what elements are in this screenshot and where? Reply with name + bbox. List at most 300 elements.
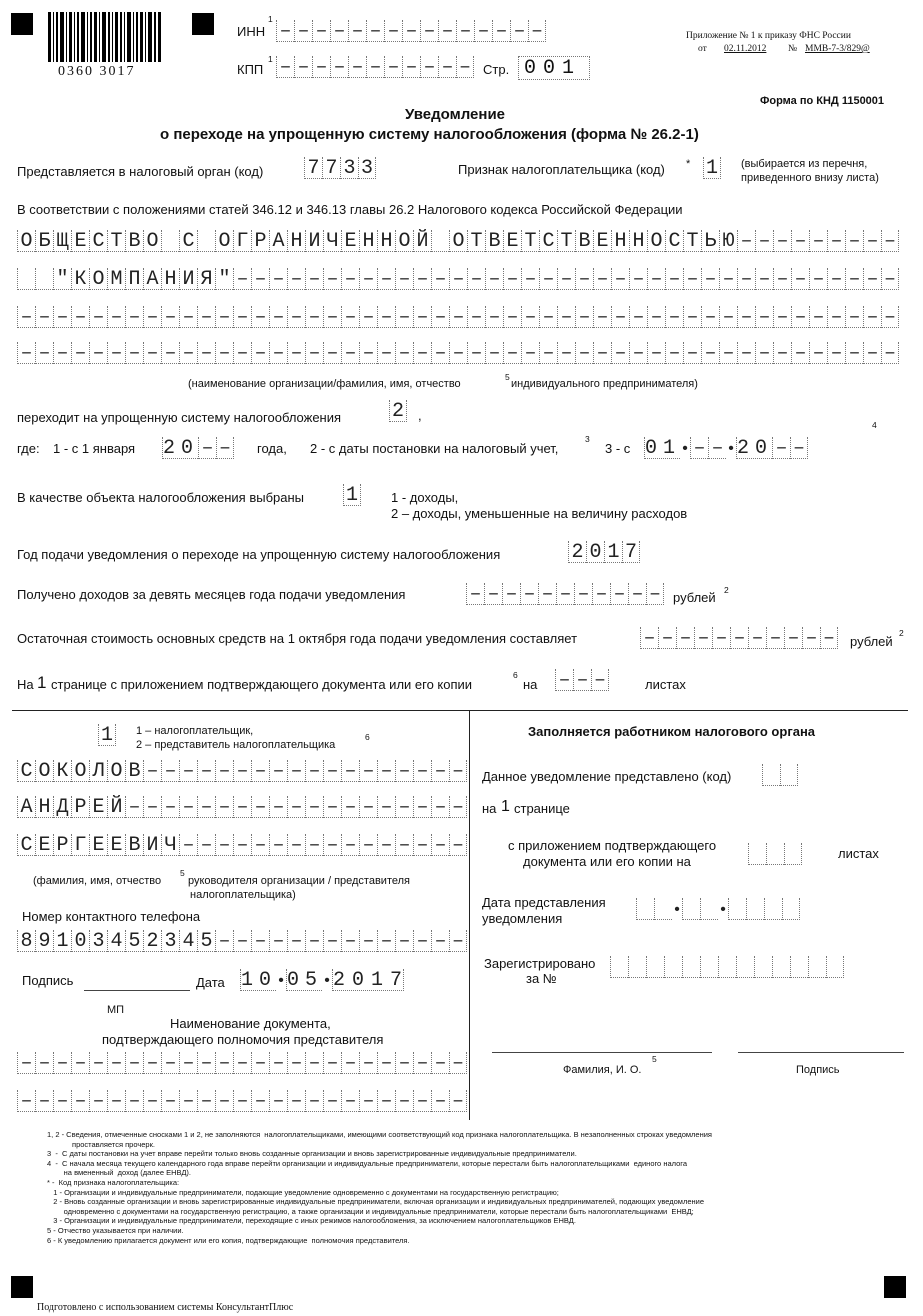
field-cell-dash <box>233 1090 251 1112</box>
residual-unit: рублей <box>850 634 893 649</box>
horizontal-divider <box>12 710 908 711</box>
inspector-on: на <box>482 801 497 816</box>
field-cell-dash <box>449 1052 467 1074</box>
field-cell-dash <box>647 306 665 328</box>
inspector-date-1: Дата представления <box>482 895 606 910</box>
field-char: 4 <box>179 930 197 952</box>
field-cell-dash <box>431 834 449 856</box>
signer-caption-sup: 5 <box>180 868 185 878</box>
field-char: 4 <box>107 930 125 952</box>
inspector-title: Заполняется работником налогового органа <box>528 724 816 739</box>
field-cell-dash <box>359 306 377 328</box>
inspector-attach-2: документа или его копии на <box>523 854 691 869</box>
field-cell-dash <box>53 342 71 364</box>
field-cell-dash <box>215 1052 233 1074</box>
field-cell-dash <box>557 342 575 364</box>
field-cell-empty <box>17 268 35 290</box>
field-cell-dash <box>503 342 521 364</box>
field-char: Ч <box>161 834 179 856</box>
field-cell-dash <box>773 342 791 364</box>
signer-first-name-field[interactable] <box>17 796 467 818</box>
pages-sup: 6 <box>513 670 518 680</box>
inspector-reg-number-field[interactable] <box>610 956 844 978</box>
field-cell-dash <box>431 342 449 364</box>
residual-unit-sup: 2 <box>899 628 904 638</box>
field-cell-dash <box>413 268 431 290</box>
income-unit: рублей <box>673 590 716 605</box>
field-cell-dash <box>89 1052 107 1074</box>
transition-opt3: 3 - с <box>605 441 631 456</box>
pages-on2: на <box>523 677 538 692</box>
field-cell-dash <box>413 1090 431 1112</box>
field-cell-dash <box>395 760 413 782</box>
field-cell-dash <box>107 306 125 328</box>
field-cell-dash <box>107 1052 125 1074</box>
tax-object-value: 1 <box>343 484 361 506</box>
field-cell-dash <box>251 834 269 856</box>
field-char: С <box>665 230 683 252</box>
field-cell-dash <box>611 306 629 328</box>
income-field[interactable] <box>466 583 664 605</box>
appendix-line: Приложение № 1 к приказу ФНС России <box>686 31 851 41</box>
field-cell-dash <box>629 268 647 290</box>
footnote-line: 3 - Организации и индивидуальные предприниматели, переходящие с иных режимов налогообложения, за исключением налогоплательщиков ЕНВД. <box>47 1216 576 1226</box>
field-char: Д <box>53 796 71 818</box>
field-char: 9 <box>35 930 53 952</box>
field-cell-dash <box>791 268 809 290</box>
field-cell-dash <box>305 268 323 290</box>
field-cell-dash <box>179 1052 197 1074</box>
field-cell-dash <box>251 930 269 952</box>
field-cell-dash <box>863 230 881 252</box>
field-cell-dash <box>413 930 431 952</box>
field-cell-dash <box>845 268 863 290</box>
field-char: Б <box>35 230 53 252</box>
field-cell-dash <box>395 1052 413 1074</box>
field-cell-dash <box>251 1090 269 1112</box>
field-cell-dash <box>647 342 665 364</box>
field-cell-dash <box>863 268 881 290</box>
field-cell-dash <box>341 268 359 290</box>
field-char: 5 <box>197 930 215 952</box>
field-cell-dash <box>323 930 341 952</box>
field-cell-dash <box>449 930 467 952</box>
footnote-mark-1: 1 <box>268 14 273 24</box>
field-cell-dash <box>521 268 539 290</box>
field-cell-dash <box>107 1090 125 1112</box>
barcode-number: 0360 3017 <box>58 64 136 79</box>
field-cell-dash <box>593 306 611 328</box>
field-cell-dash <box>449 834 467 856</box>
field-cell-dash <box>701 342 719 364</box>
inspector-sheets-field[interactable] <box>748 843 802 865</box>
field-char: Е <box>71 230 89 252</box>
field-cell-dash <box>71 1090 89 1112</box>
field-char: К <box>71 268 89 290</box>
inspector-reg-2: за № <box>526 971 557 986</box>
field-cell-dash <box>269 306 287 328</box>
field-cell-dash <box>305 342 323 364</box>
transition-year-prefix: 20 <box>163 437 200 460</box>
inspector-reg-1: Зарегистрировано <box>484 956 596 971</box>
field-cell-dash <box>431 930 449 952</box>
field-cell-dash <box>125 306 143 328</box>
field-char: Н <box>629 230 647 252</box>
footnote-line: 1 - Организации и индивидуальные предприниматели, подающие уведомление одновременно с документами на государственную регистрацию; <box>47 1187 559 1197</box>
field-cell-dash <box>413 306 431 328</box>
footnote-line: 5 - Отчество указывается при наличии. <box>47 1225 184 1235</box>
field-char: Р <box>53 834 71 856</box>
field-cell-dash <box>233 342 251 364</box>
field-cell-dash <box>395 834 413 856</box>
field-cell-dash <box>449 1090 467 1112</box>
field-char: 7 <box>322 157 340 179</box>
income-label: Получено доходов за девять месяцев года подачи уведомления <box>17 587 406 602</box>
inn-field[interactable] <box>276 20 546 42</box>
field-cell-dash <box>179 1090 197 1112</box>
transition-where: где: <box>17 441 40 456</box>
field-cell-dash <box>251 1052 269 1074</box>
field-cell-dash <box>287 1090 305 1112</box>
pages-on: На <box>17 677 34 692</box>
submit-year-field[interactable] <box>568 541 640 563</box>
tax-object-opt2: 2 – доходы, уменьшенные на величину расходов <box>391 506 688 521</box>
field-cell-dash <box>719 268 737 290</box>
field-char: Т <box>467 230 485 252</box>
footnote-line: 2 - Вновь созданные организации и вновь зарегистрированные индивидуальные предприниматели, включая организации и индивидуальных предпринимателей, подающих уведомление <box>47 1197 704 1207</box>
signature-line[interactable] <box>84 990 190 991</box>
field-cell-dash <box>377 796 395 818</box>
transition-opt2: 2 - с даты постановки на налоговый учет, <box>310 441 559 456</box>
transition-type-value: 2 <box>389 400 407 422</box>
tax-object-field[interactable] <box>343 484 361 506</box>
phone-label: Номер контактного телефона <box>22 909 201 924</box>
transition-year-field[interactable] <box>162 437 234 459</box>
pages-sheets: листах <box>645 677 686 692</box>
field-cell-dash <box>629 306 647 328</box>
field-cell-dash <box>215 1090 233 1112</box>
field-cell-dash <box>215 834 233 856</box>
field-cell-dash <box>485 342 503 364</box>
org-name-row-3[interactable] <box>17 306 899 328</box>
field-cell-dash <box>323 1052 341 1074</box>
field-cell-dash <box>503 268 521 290</box>
field-cell-dash <box>341 834 359 856</box>
field-cell-dash <box>179 760 197 782</box>
field-cell-dash <box>539 268 557 290</box>
field-cell-dash <box>269 760 287 782</box>
field-cell-dash <box>449 796 467 818</box>
field-cell-dash <box>701 306 719 328</box>
field-cell-dash <box>125 1090 143 1112</box>
field-cell-dash <box>629 342 647 364</box>
phone-field[interactable] <box>17 930 467 952</box>
field-cell-dash <box>269 796 287 818</box>
field-char: Т <box>557 230 575 252</box>
field-cell-dash <box>341 796 359 818</box>
field-cell-dash <box>683 342 701 364</box>
field-char: Н <box>359 230 377 252</box>
field-cell-dash <box>143 1090 161 1112</box>
field-cell-dash <box>773 268 791 290</box>
field-cell-dash <box>881 268 899 290</box>
inspector-attach-1: с приложением подтверждающего <box>508 838 717 853</box>
field-char: С <box>89 230 107 252</box>
submit-year-label: Год подачи уведомления о переходе на упрощенную систему налогообложения <box>17 547 501 562</box>
field-cell-dash <box>665 306 683 328</box>
field-cell-dash <box>341 306 359 328</box>
field-cell-dash <box>791 230 809 252</box>
appendix-no: № <box>788 44 798 54</box>
field-cell-dash <box>755 268 773 290</box>
residual-field[interactable] <box>640 627 838 649</box>
taxpayer-sign-field[interactable] <box>703 157 721 179</box>
inspector-date-field[interactable] <box>636 898 800 920</box>
footnote-line: 1, 2 - Сведения, отмеченные сносками 1 и 2, не заполняются налогоплательщиками, имеющими соответствующий код признака налогоплательщика. В незаполненных строках уведомления <box>47 1130 712 1139</box>
field-cell-dash <box>215 796 233 818</box>
field-cell-dash <box>287 834 305 856</box>
field-cell-dash <box>845 342 863 364</box>
field-char: О <box>89 268 107 290</box>
field-cell-dash <box>431 760 449 782</box>
field-cell-dash <box>845 230 863 252</box>
field-cell-dash <box>233 760 251 782</box>
sign-date-month: 05 <box>287 969 324 992</box>
transition-comma: , <box>418 408 422 423</box>
field-cell-dash <box>35 1090 53 1112</box>
field-char: Р <box>71 796 89 818</box>
field-cell-dash <box>269 834 287 856</box>
doc-label-1: Наименование документа, <box>170 1016 331 1031</box>
field-cell-dash <box>557 268 575 290</box>
signer-last-name-field[interactable] <box>17 760 467 782</box>
taxpayer-sign-value: 1 <box>703 157 721 179</box>
field-cell-dash <box>161 1090 179 1112</box>
field-cell-dash <box>809 306 827 328</box>
page-number-field[interactable] <box>518 56 590 80</box>
signer-type-field[interactable] <box>98 724 116 746</box>
field-cell-dash <box>359 1052 377 1074</box>
inspector-date-2: уведомления <box>482 911 563 926</box>
field-char: Е <box>89 796 107 818</box>
field-cell-dash <box>305 1052 323 1074</box>
field-cell-dash <box>395 1090 413 1112</box>
footnote-mark-1b: 1 <box>268 54 273 64</box>
field-cell-dash <box>575 268 593 290</box>
field-char: С <box>17 834 35 856</box>
field-char: О <box>71 760 89 782</box>
field-cell-dash <box>35 306 53 328</box>
field-char: А <box>17 796 35 818</box>
field-cell-dash <box>359 796 377 818</box>
transition-date-field[interactable] <box>644 437 808 459</box>
field-char: Н <box>161 268 179 290</box>
field-char: С <box>17 760 35 782</box>
field-cell-dash <box>179 796 197 818</box>
field-cell-dash <box>449 306 467 328</box>
field-cell-dash <box>431 268 449 290</box>
doc-name-row-2[interactable] <box>17 1090 467 1112</box>
field-cell-dash <box>377 342 395 364</box>
field-cell-dash <box>143 1052 161 1074</box>
transition-type-field[interactable] <box>389 400 407 422</box>
field-cell-dash <box>503 306 521 328</box>
field-cell-dash <box>449 760 467 782</box>
field-char: 0 <box>586 541 604 563</box>
inspector-code-field[interactable] <box>762 764 798 786</box>
field-cell-dash <box>827 230 845 252</box>
inspector-sign-line[interactable] <box>738 1052 904 1053</box>
field-cell-dash <box>197 1090 215 1112</box>
field-char: Е <box>593 230 611 252</box>
signer-middle-name-field[interactable] <box>17 834 467 856</box>
form-title: Уведомление <box>405 106 506 123</box>
field-cell-dash <box>791 306 809 328</box>
field-cell-dash <box>359 760 377 782</box>
field-cell-dash <box>377 760 395 782</box>
transition-opt1: 1 - с 1 января <box>53 441 136 456</box>
field-cell-dash <box>269 1090 287 1112</box>
field-char: О <box>215 230 233 252</box>
field-cell-dash <box>233 834 251 856</box>
prepared-with-note: Подготовлено с использованием системы КонсультантПлюс <box>37 1302 294 1313</box>
footnote-line: 3 - С даты постановки на учет вправе перейти только вновь созданные организации и вновь зарегистрированные индивидуальные предприниматели. <box>47 1149 577 1159</box>
field-cell-dash <box>467 268 485 290</box>
inspector-on-count: 1 <box>501 798 510 815</box>
field-cell-dash <box>467 306 485 328</box>
field-char: Ь <box>701 230 719 252</box>
date-label: Дата <box>196 975 225 990</box>
inspector-name-sup: 5 <box>652 1054 657 1064</box>
field-cell-dash <box>215 306 233 328</box>
org-name-caption-end: индивидуального предпринимателя) <box>511 378 698 390</box>
field-cell-dash <box>53 1090 71 1112</box>
field-cell-dash <box>809 230 827 252</box>
attachment-sheets-field[interactable] <box>555 669 609 691</box>
field-char: А <box>269 230 287 252</box>
signer-opt2: 2 – представитель налогоплательщика <box>136 739 336 751</box>
field-cell-dash <box>809 268 827 290</box>
doc-name-row-1[interactable] <box>17 1052 467 1074</box>
field-cell-dash <box>53 1052 71 1074</box>
field-cell-dash <box>17 1090 35 1112</box>
field-cell-dash <box>305 760 323 782</box>
field-cell-dash <box>323 342 341 364</box>
field-cell-dash <box>143 760 161 782</box>
doc-label-2: подтверждающего полномочия представителя <box>102 1032 384 1047</box>
field-cell-dash <box>521 342 539 364</box>
pages-text: странице с приложением подтверждающего документа или его копии <box>51 677 473 692</box>
field-char: О <box>449 230 467 252</box>
field-char: Н <box>611 230 629 252</box>
tax-object-opt1: 1 - доходы, <box>391 490 459 505</box>
field-char: О <box>143 230 161 252</box>
field-cell-dash <box>359 268 377 290</box>
field-cell-dash <box>269 342 287 364</box>
field-char: Р <box>251 230 269 252</box>
field-char: 3 <box>89 930 107 952</box>
field-cell-dash <box>125 796 143 818</box>
field-cell-dash <box>737 268 755 290</box>
kpp-field[interactable] <box>276 56 474 78</box>
field-char: " <box>215 268 233 290</box>
field-cell-empty <box>197 230 215 252</box>
transition-opt2-sup: 3 <box>585 434 590 444</box>
field-char: О <box>35 760 53 782</box>
field-char: В <box>575 230 593 252</box>
appendix-number: ММВ-7-3/829@ <box>805 44 870 54</box>
field-cell-dash <box>755 342 773 364</box>
field-cell-dash <box>197 1052 215 1074</box>
income-unit-sup: 2 <box>724 585 729 595</box>
field-cell-dash <box>701 268 719 290</box>
field-cell-dash <box>251 760 269 782</box>
field-cell-dash <box>359 342 377 364</box>
field-cell-dash <box>287 268 305 290</box>
field-cell-empty <box>35 268 53 290</box>
field-cell-dash <box>611 342 629 364</box>
inspector-name-line[interactable] <box>492 1052 712 1053</box>
field-cell-dash <box>881 306 899 328</box>
field-cell-dash <box>323 796 341 818</box>
field-cell-dash <box>341 760 359 782</box>
field-cell-dash <box>269 930 287 952</box>
field-cell-dash <box>161 796 179 818</box>
org-name-row-4[interactable] <box>17 342 899 364</box>
taxpayer-sign-note-1: (выбирается из перечня, <box>741 158 868 170</box>
field-cell-dash <box>737 342 755 364</box>
vertical-divider <box>469 710 470 1120</box>
inspector-name-caption: Фамилия, И. О. <box>563 1064 642 1076</box>
sign-date-field[interactable] <box>240 969 410 992</box>
field-cell-dash <box>287 930 305 952</box>
field-cell-dash <box>35 342 53 364</box>
taxpayer-sign-note-2: приведенного внизу листа) <box>741 172 879 184</box>
field-char: Т <box>521 230 539 252</box>
field-cell-dash <box>413 1052 431 1074</box>
field-cell-dash <box>737 230 755 252</box>
field-cell-dash <box>737 306 755 328</box>
field-cell-dash <box>431 306 449 328</box>
field-char: С <box>539 230 557 252</box>
field-cell-dash <box>161 342 179 364</box>
field-cell-dash <box>197 760 215 782</box>
field-cell-dash <box>845 306 863 328</box>
field-cell-dash <box>323 760 341 782</box>
field-char: " <box>53 268 71 290</box>
field-char: И <box>143 834 161 856</box>
field-cell-dash <box>593 342 611 364</box>
org-name-caption-sup: 5 <box>505 372 510 382</box>
field-cell-dash <box>17 342 35 364</box>
field-char: О <box>395 230 413 252</box>
field-char: Е <box>341 230 359 252</box>
footnote-line: проставляется прочерк. <box>47 1139 155 1149</box>
org-name-row-2[interactable] <box>17 268 899 290</box>
field-char: 2 <box>143 930 161 952</box>
field-char: М <box>107 268 125 290</box>
field-cell-dash <box>71 1052 89 1074</box>
org-name-row-1[interactable] <box>17 230 899 252</box>
field-cell-dash <box>71 342 89 364</box>
field-cell-dash <box>89 342 107 364</box>
field-cell-dash <box>449 268 467 290</box>
field-char: Ю <box>719 230 737 252</box>
field-cell-dash <box>449 342 467 364</box>
field-cell-dash <box>881 342 899 364</box>
tax-authority-code-field[interactable] <box>304 157 376 179</box>
signer-caption-1-end: руководителя организации / представителя <box>188 875 410 887</box>
